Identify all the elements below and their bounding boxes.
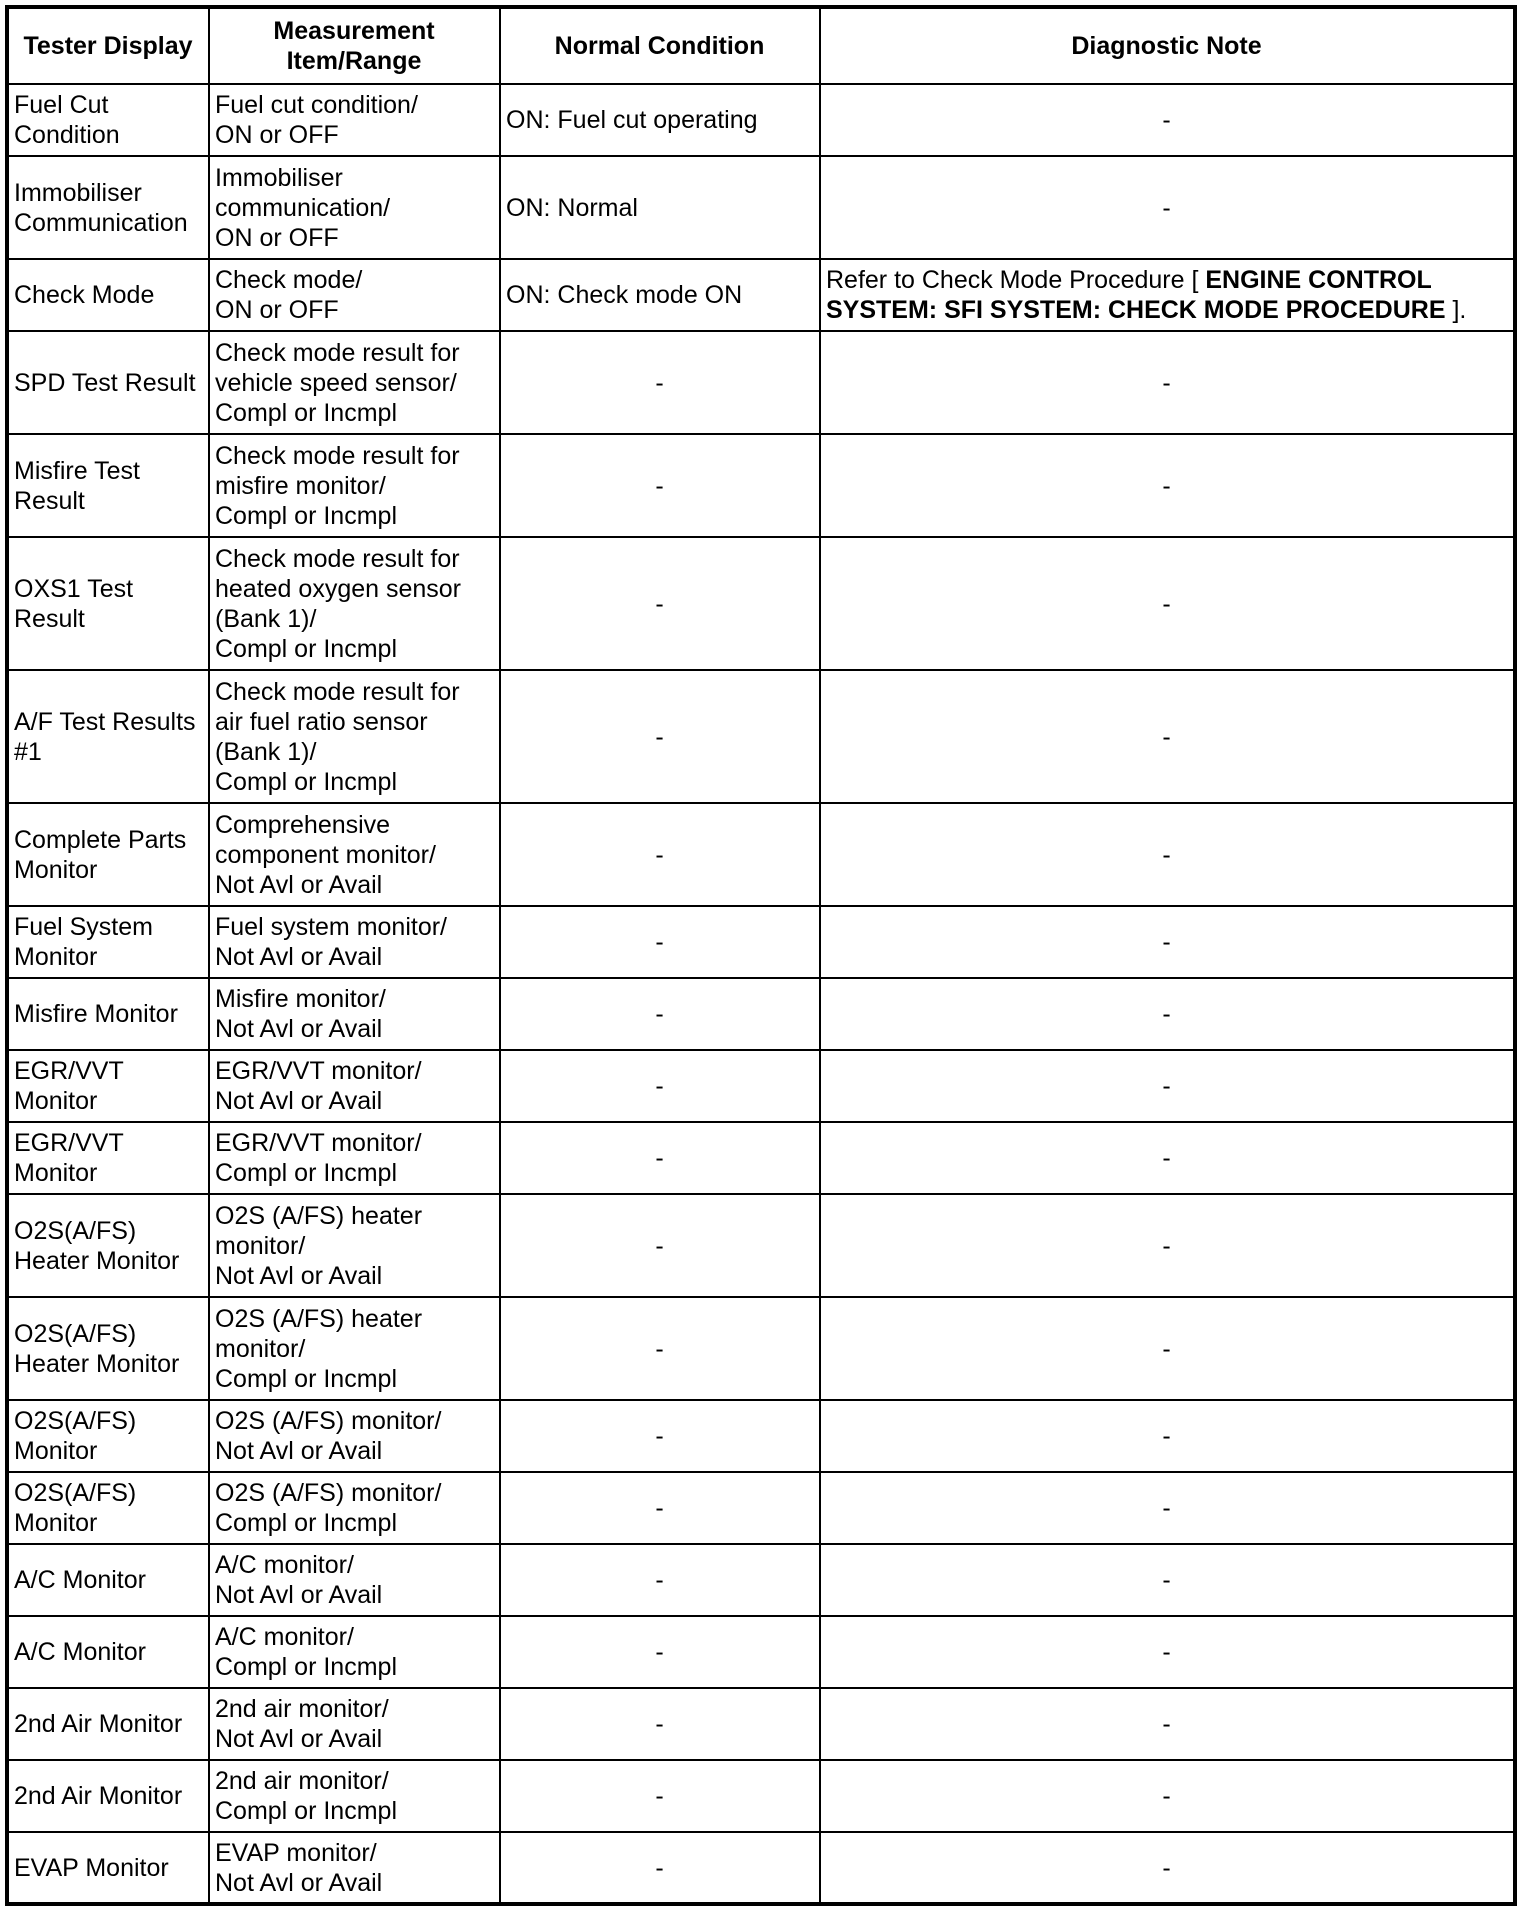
- tester-display-cell: A/C Monitor: [7, 1616, 209, 1688]
- diagnostic-note-cell: -: [820, 670, 1515, 803]
- measurement-item-cell: EGR/VVT monitor/ Not Avl or Avail: [209, 1050, 500, 1122]
- table-row: [7, 1760, 1515, 1832]
- tester-display-cell: Fuel System Monitor: [7, 906, 209, 978]
- table-row: [7, 156, 1515, 259]
- measurement-item-cell: EGR/VVT monitor/ Compl or Incmpl: [209, 1122, 500, 1194]
- measurement-item-cell: Check mode result for misfire monitor/ Compl or Incmpl: [209, 434, 500, 537]
- diagnostic-note-cell: -: [820, 1760, 1515, 1832]
- tester-display-cell: O2S(A/FS) Monitor: [7, 1400, 209, 1472]
- table-row: [7, 331, 1515, 434]
- tester-display-cell: A/F Test Results #1: [7, 670, 209, 803]
- normal-condition-cell: -: [500, 434, 820, 537]
- tester-display-cell: 2nd Air Monitor: [7, 1760, 209, 1832]
- table-row: [7, 670, 1515, 803]
- normal-condition-cell: -: [500, 1544, 820, 1616]
- table-row: [7, 978, 1515, 1050]
- data-list-table-wrapper: [5, 5, 1517, 1906]
- table-row: [7, 259, 1515, 331]
- diagnostic-note-cell: -: [820, 1400, 1515, 1472]
- normal-condition-cell: -: [500, 1297, 820, 1400]
- measurement-item-cell: Check mode result for heated oxygen sensor (Bank 1)/ Compl or Incmpl: [209, 537, 500, 670]
- measurement-item-cell: O2S (A/FS) monitor/ Not Avl or Avail: [209, 1400, 500, 1472]
- normal-condition-cell: -: [500, 1050, 820, 1122]
- table-row: [7, 1616, 1515, 1688]
- normal-condition-cell: -: [500, 1616, 820, 1688]
- diagnostic-note-cell: -: [820, 537, 1515, 670]
- table-row: [7, 906, 1515, 978]
- note-text-suffix: ].: [1445, 296, 1467, 324]
- table-row: [7, 1832, 1515, 1904]
- diagnostic-note-cell: -: [820, 156, 1515, 259]
- diagnostic-note-cell: -: [820, 1688, 1515, 1760]
- table-row: [7, 1472, 1515, 1544]
- tester-display-cell: Fuel Cut Condition: [7, 84, 209, 156]
- table-row: [7, 1400, 1515, 1472]
- tester-display-cell: O2S(A/FS) Heater Monitor: [7, 1194, 209, 1297]
- header-normal-condition: Normal Condition: [500, 7, 820, 84]
- table-row: [7, 1194, 1515, 1297]
- data-list-table: [5, 5, 1517, 1906]
- measurement-item-cell: Check mode result for air fuel ratio sensor (Bank 1)/ Compl or Incmpl: [209, 670, 500, 803]
- tester-display-cell: Immobiliser Communication: [7, 156, 209, 259]
- tester-display-cell: Misfire Test Result: [7, 434, 209, 537]
- note-reference-link-text: ENGINE CONTROL SYSTEM: SFI SYSTEM: CHECK MODE PROCEDURE: [826, 266, 1446, 324]
- measurement-item-cell: A/C monitor/ Not Avl or Avail: [209, 1544, 500, 1616]
- normal-condition-cell: -: [500, 1122, 820, 1194]
- normal-condition-cell: -: [500, 1688, 820, 1760]
- tester-display-cell: 2nd Air Monitor: [7, 1688, 209, 1760]
- normal-condition-cell: ON: Check mode ON: [500, 259, 820, 331]
- measurement-item-cell: 2nd air monitor/ Not Avl or Avail: [209, 1688, 500, 1760]
- table-row: [7, 1122, 1515, 1194]
- normal-condition-cell: ON: Fuel cut operating: [500, 84, 820, 156]
- measurement-item-cell: Check mode/ ON or OFF: [209, 259, 500, 331]
- normal-condition-cell: -: [500, 1760, 820, 1832]
- table-row: [7, 1688, 1515, 1760]
- diagnostic-note-cell: -: [820, 1832, 1515, 1904]
- measurement-item-cell: Fuel cut condition/ ON or OFF: [209, 84, 500, 156]
- normal-condition-cell: -: [500, 670, 820, 803]
- tester-display-cell: EVAP Monitor: [7, 1832, 209, 1904]
- normal-condition-cell: ON: Normal: [500, 156, 820, 259]
- measurement-item-cell: O2S (A/FS) monitor/ Compl or Incmpl: [209, 1472, 500, 1544]
- tester-display-cell: O2S(A/FS) Monitor: [7, 1472, 209, 1544]
- diagnostic-note-cell: -: [820, 978, 1515, 1050]
- measurement-item-cell: A/C monitor/ Compl or Incmpl: [209, 1616, 500, 1688]
- table-header-row: [7, 7, 1515, 84]
- diagnostic-note-cell: -: [820, 906, 1515, 978]
- normal-condition-cell: -: [500, 1400, 820, 1472]
- normal-condition-cell: -: [500, 537, 820, 670]
- tester-display-cell: Misfire Monitor: [7, 978, 209, 1050]
- diagnostic-note-cell: -: [820, 434, 1515, 537]
- diagnostic-note-cell: -: [820, 1297, 1515, 1400]
- diagnostic-note-cell: -: [820, 331, 1515, 434]
- tester-display-cell: SPD Test Result: [7, 331, 209, 434]
- diagnostic-note-cell: -: [820, 1050, 1515, 1122]
- diagnostic-note-cell: -: [820, 1122, 1515, 1194]
- tester-display-cell: OXS1 Test Result: [7, 537, 209, 670]
- table-row: [7, 803, 1515, 906]
- measurement-item-cell: O2S (A/FS) heater monitor/ Compl or Incmpl: [209, 1297, 500, 1400]
- table-row: [7, 84, 1515, 156]
- measurement-item-cell: Immobiliser communication/ ON or OFF: [209, 156, 500, 259]
- tester-display-cell: Check Mode: [7, 259, 209, 331]
- diagnostic-note-cell: -: [820, 803, 1515, 906]
- header-measurement-item: Measurement Item/Range: [209, 7, 500, 84]
- tester-display-cell: O2S(A/FS) Heater Monitor: [7, 1297, 209, 1400]
- normal-condition-cell: -: [500, 906, 820, 978]
- tester-display-cell: EGR/VVT Monitor: [7, 1050, 209, 1122]
- normal-condition-cell: -: [500, 978, 820, 1050]
- diagnostic-note-cell: -: [820, 1544, 1515, 1616]
- table-row: [7, 434, 1515, 537]
- diagnostic-note-cell: -: [820, 84, 1515, 156]
- tester-display-cell: A/C Monitor: [7, 1544, 209, 1616]
- table-body: [7, 84, 1515, 1904]
- measurement-item-cell: Misfire monitor/ Not Avl or Avail: [209, 978, 500, 1050]
- normal-condition-cell: -: [500, 803, 820, 906]
- tester-display-cell: Complete Parts Monitor: [7, 803, 209, 906]
- measurement-item-cell: O2S (A/FS) heater monitor/ Not Avl or Avail: [209, 1194, 500, 1297]
- measurement-item-cell: Check mode result for vehicle speed sensor/ Compl or Incmpl: [209, 331, 500, 434]
- table-row: [7, 1544, 1515, 1616]
- table-row: [7, 537, 1515, 670]
- note-text: Refer to Check Mode Procedure [: [826, 266, 1206, 294]
- diagnostic-note-cell: -: [820, 1472, 1515, 1544]
- table-row: [7, 1050, 1515, 1122]
- header-tester-display: Tester Display: [7, 7, 209, 84]
- measurement-item-cell: Comprehensive component monitor/ Not Avl or Avail: [209, 803, 500, 906]
- diagnostic-note-cell: -: [820, 1616, 1515, 1688]
- measurement-item-cell: EVAP monitor/ Not Avl or Avail: [209, 1832, 500, 1904]
- measurement-item-cell: 2nd air monitor/ Compl or Incmpl: [209, 1760, 500, 1832]
- normal-condition-cell: -: [500, 1832, 820, 1904]
- measurement-item-cell: Fuel system monitor/ Not Avl or Avail: [209, 906, 500, 978]
- normal-condition-cell: -: [500, 1194, 820, 1297]
- normal-condition-cell: -: [500, 1472, 820, 1544]
- tester-display-cell: EGR/VVT Monitor: [7, 1122, 209, 1194]
- header-diagnostic-note: Diagnostic Note: [820, 7, 1515, 84]
- diagnostic-note-cell: -: [820, 1194, 1515, 1297]
- diagnostic-note-cell: [820, 259, 1515, 331]
- table-row: [7, 1297, 1515, 1400]
- normal-condition-cell: -: [500, 331, 820, 434]
